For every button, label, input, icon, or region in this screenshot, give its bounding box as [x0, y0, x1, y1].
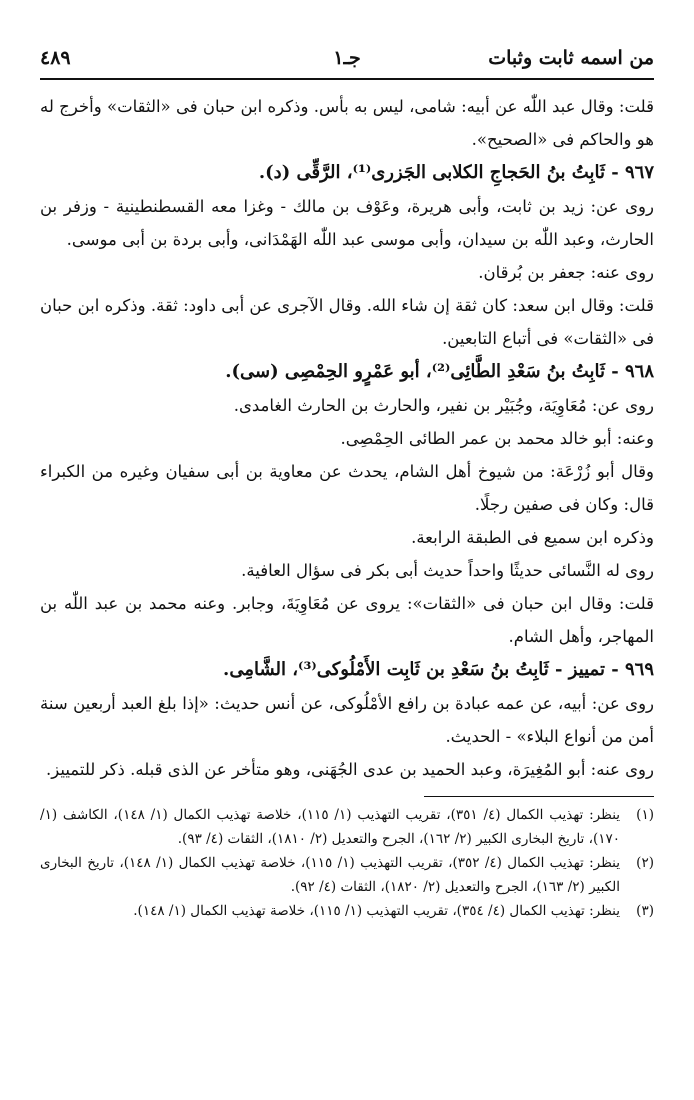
paragraph-narrated-from-967: روى عن: زيد بن ثابت، وأبى هريرة، وعَوْف بن مالك - وغزا معه القسطنطينية - وزفر بن الحارث، وعبد اللّٰه بن سيدان، وأبى موسى عبد اللّٰه الهَمْدَانى، وأبى بردة بن أبى موسى.	[40, 197, 654, 249]
footnote-text: ينظر: تهذيب الكمال (٤/ ٣٥١)، تقريب التهذيب (١/ ١١٥)، خلاصة تهذيب الكمال (١/ ١٤٨)، الكاشف (١/ ١٧٠)، تاريخ البخارى الكبير (٢/ ١٦٢)، الجرح والتعديل (٢/ ١٨١٠)، الثقات (٤/ ٩٣).	[40, 807, 621, 847]
footnote-divider	[424, 796, 654, 797]
paragraph-narrated-from-969: روى عن: أبيه، عن عمه عبادة بن رافع الأمْلُوكى، عن أنس حديث: «إذا بلغ العبد أربعين سنة أمن من أنواع البلاء» - الحديث.	[40, 694, 654, 746]
footnotes	[40, 803, 654, 923]
footnote-number: (٣)	[636, 903, 654, 919]
footnote-3	[40, 899, 654, 923]
footnote-text: ينظر: تهذيب الكمال (٤/ ٣٥٢)، تقريب التهذيب (١/ ١١٥)، خلاصة تهذيب الكمال (١/ ١٤٨)، تاريخ البخارى الكبير (٢/ ١٦٣)، الجرح والتعديل (٢/ ١٨٢٠)، الثقات (٤/ ٩٢).	[40, 855, 621, 895]
paragraph-abu-zura-968: وقال أبو زُرْعَة: من شيوخ أهل الشام، يحدث عن معاوية بن أبى سفيان وغيره من الكبراء قال: وكان فى صفين رجلًا.	[40, 462, 654, 514]
footnote-number: (١)	[636, 807, 654, 823]
paragraph-note-968: قلت: وقال ابن حبان فى «الثقات»: يروى عن مُعَاوِيَةَ، وجابر. وعنه محمد بن عبد اللّٰه بن المهاجر، وأهل الشام.	[40, 594, 654, 646]
entry-heading-969: ٩٦٩ - تمييز - ثَابِتُ بنُ سَعْدِ بن ثَابِت الأَمْلُوكى⁽³⁾، الشَّامِى.	[223, 659, 654, 680]
footnote-2	[40, 851, 654, 899]
paragraph-nasai-968: روى له النَّسائى حديثًا واحداً حديث أبى بكر فى سؤال العافية.	[241, 561, 654, 580]
footnote-number: (٢)	[636, 855, 654, 871]
entry-heading-968: ٩٦٨ - ثَابِتُ بنُ سَعْدِ الطَّائِى⁽²⁾، أبو عَمْرٍو الحِمْصِى (سى).	[225, 361, 654, 382]
footnote-text: ينظر: تهذيب الكمال (٤/ ٣٥٤)، تقريب التهذيب (١/ ١١٥)، خلاصة تهذيب الكمال (١/ ١٤٨).	[133, 903, 620, 919]
paragraph-note-967: قلت: وقال ابن سعد: كان ثقة إن شاء الله. وقال الآجرى عن أبى داود: ثقة. وذكره ابن حبان فى «الثقات» فى أتباع التابعين.	[40, 296, 654, 348]
paragraph-narrated-by-969: روى عنه: أبو المُغِيرَة، وعبد الحميد بن عدى الجُهَنى، وهو متأخر عن الذى قبله. ذكر للتمييز.	[46, 760, 654, 779]
paragraph-narrated-by-967: روى عنه: جعفر بن بُرقان.	[478, 263, 654, 282]
volume-label: جـ١	[333, 47, 361, 69]
page-header	[40, 40, 654, 80]
paragraph-narrated-from-968: روى عن: مُعَاوِيَة، وجُبَيْر بن نفير، والحارث بن الحارث الغامدى.	[233, 396, 654, 415]
entry-heading-967: ٩٦٧ - ثَابِتُ بنُ الحَجاجِ الكلابى الجَزرى⁽¹⁾، الرَّقِّى (د).	[258, 162, 654, 183]
footnote-1	[40, 803, 654, 851]
paragraph-thiqat-note: قلت: وقال عبد اللّٰه عن أبيه: شامى، ليس به بأس. وذكره ابن حبان فى «الثقات» وأخرج له هو والحاكم فى «الصحيح».	[40, 97, 654, 149]
paragraph-ibn-sumay-968: وذكره ابن سميع فى الطبقة الرابعة.	[411, 528, 654, 547]
paragraph-narrated-by-968: وعنه: أبو خالد محمد بن عمر الطائى الحِمْصِى.	[340, 429, 654, 448]
page-body	[40, 90, 654, 786]
page-number: ٤٨٩	[40, 47, 71, 69]
running-title: من اسمه ثابت وثبات	[488, 47, 654, 69]
